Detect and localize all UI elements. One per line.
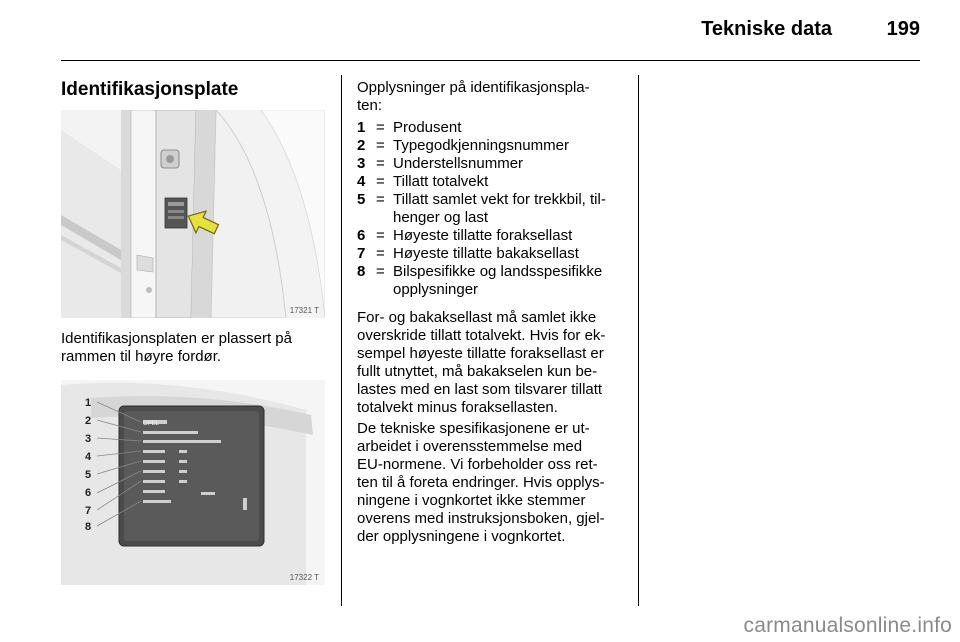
section-heading: Identifikasjonsplate [61,79,239,100]
item-description: Produsent [393,119,462,136]
door-pillar-illustration [61,110,325,318]
list-item [357,263,627,299]
plate-location-caption [61,330,331,366]
item-number: 3 [357,155,366,172]
list-item [357,227,627,245]
paragraph-line: fullt utnyttet, må bakakselen kun be- [357,363,598,380]
header-rule [61,60,920,61]
item-number: 8 [357,263,366,280]
item-number: 5 [357,191,366,208]
item-description: Høyeste tillatte bakaksellast [393,245,579,262]
paragraph-line: lastes med en last som tilsvarer tillatt [357,381,603,398]
paragraph-line: EU-normene. Vi forbeholder oss ret- [357,456,598,473]
list-item [357,191,627,227]
item-description: Tillatt samlet vekt for trekkbil, til- henger og last [393,191,606,226]
item-number: 1 [357,119,366,136]
plate-callout-number: 4 [85,451,92,463]
plate-callout-number: 5 [85,469,92,481]
item-description: Understellsnummer [393,155,524,172]
list-item [357,137,627,155]
figure-code: 17322 T [289,573,319,582]
paragraph-line: totalvekt minus foraksellasten. [357,399,558,416]
door-pillar-figure [61,110,325,318]
header-title: Tekniske data [701,18,832,40]
watermark: carmanualsonline.info [743,614,952,637]
paragraph-line: De tekniske spesifikasjonene er ut- [357,420,590,437]
item-equals: = [376,155,385,172]
paragraph-line: overens med instruksjonsboken, gjel- [357,510,605,527]
list-item [357,245,627,263]
paragraph-line: der opplysningene i vognkortet. [357,528,566,545]
item-equals: = [376,137,385,154]
item-equals: = [376,173,385,190]
paragraph-line: ten til å foreta endringer. Hvis opplys- [357,474,605,491]
caption-line: rammen til høyre fordør. [61,348,222,365]
paragraph-line: sempel høyeste tillatte foraksellast er [357,345,604,362]
page-number: 199 [886,18,920,40]
paragraph-line: ningene i vognkortet ikke stemmer [357,492,586,509]
plate-callout-number: 3 [85,433,92,445]
item-number: 4 [357,173,366,190]
axle-load-paragraph [357,309,629,417]
item-description: Høyeste tillatte foraksellast [393,227,573,244]
paragraph-line: For- og bakaksellast må samlet ikke [357,309,597,326]
intro-line: ten: [357,97,383,114]
item-equals: = [376,191,385,208]
figure-code: 17321 T [289,306,319,315]
item-number: 2 [357,137,366,154]
list-item [357,155,627,173]
item-description: Tillatt totalvekt [393,173,489,190]
item-description: Bilspesifikke og landsspesifikke opplysninger [393,263,603,298]
column-divider-right [638,75,639,606]
plate-callout-number: 6 [85,487,92,499]
plate-callout-number: 2 [85,415,92,427]
item-equals: = [376,263,385,280]
specifications-paragraph [357,420,629,546]
list-item [357,119,627,137]
item-number: 6 [357,227,366,244]
item-description: Typegodkjenningsnummer [393,137,569,154]
identification-plate-figure [61,380,325,585]
identification-plate-illustration [61,380,325,585]
column-divider-left [341,75,342,606]
paragraph-line: arbeidet i overensstemmelse med [357,438,583,455]
item-equals: = [376,119,385,136]
plate-callout-number: 7 [85,505,92,517]
plate-brand: OPEL [143,421,160,427]
intro-line: Opplysninger på identifikasjonspla- [357,79,590,96]
list-item [357,173,627,191]
item-equals: = [376,227,385,244]
caption-line: Identifikasjonsplaten er plassert på [61,330,292,347]
item-number: 7 [357,245,366,262]
plate-callout-number: 1 [85,397,92,409]
plate-field-list [357,119,627,299]
intro-text [357,79,627,115]
item-equals: = [376,245,385,262]
plate-callout-number: 8 [85,521,92,533]
paragraph-line: overskride tillatt totalvekt. Hvis for ek- [357,327,606,344]
